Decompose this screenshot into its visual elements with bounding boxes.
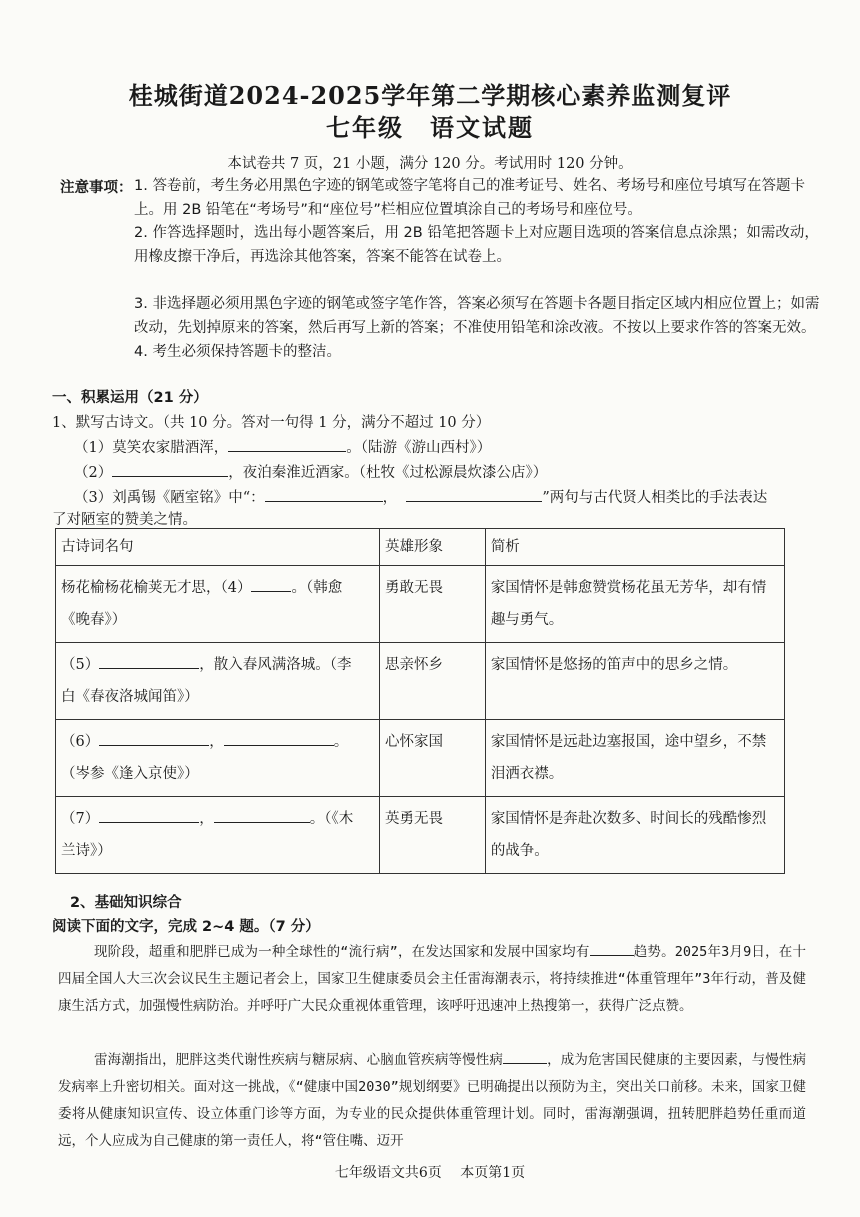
poem-text: ，散入春风满洛城。（李 xyxy=(199,657,352,673)
blank-line-2 xyxy=(74,461,547,482)
poem-source: 《晚春》） xyxy=(61,612,127,628)
notice-item-2: 2. 作答选择题时，选出每小题答案后，用 2B 铅笔把答题卡上对应题目选项的答案信息点涂黑；如需改动，用橡皮擦干净后，再选涂其他答案，答案不能答在试卷上。 xyxy=(134,225,819,265)
hero-cell: 勇敢无畏 xyxy=(380,566,486,643)
poem-table xyxy=(55,528,785,874)
notice-label: 注意事项： xyxy=(60,180,133,196)
table-row xyxy=(56,643,785,720)
poem-source: （岑参《逢入京使》） xyxy=(61,766,199,782)
poem-text: 。 xyxy=(333,734,349,750)
poem-text: 。（《木 xyxy=(309,811,354,827)
poem-text: ， xyxy=(209,734,224,750)
blank-line-1 xyxy=(74,436,491,457)
line-3-text-c: ”两句与古代贤人相类比的手法表达 xyxy=(542,490,768,506)
answer-blank-3a[interactable] xyxy=(265,487,383,502)
line-3-continuation: 了对陋室的赞美之情。 xyxy=(52,512,197,528)
line-1-text-a: （1）莫笑农家腊酒浑， xyxy=(74,440,229,456)
exam-meta: 本试卷共 7 页，21 小题，满分 120 分。考试用时 120 分钟。 xyxy=(227,156,633,172)
answer-blank-7a[interactable] xyxy=(99,808,199,823)
table-row xyxy=(56,720,785,797)
answer-blank-2[interactable] xyxy=(112,462,228,477)
hero-cell: 心怀家国 xyxy=(380,720,486,797)
poem-source: 兰诗》） xyxy=(61,843,112,859)
passage-paragraph-2 xyxy=(58,1047,806,1155)
analysis-cell: 家国情怀是悠扬的笛声中的思乡之情。 xyxy=(485,643,784,720)
line-1-text-b: 。（陆游《游山西村》） xyxy=(346,440,492,456)
table-header-cell: 简析 xyxy=(485,529,784,566)
poem-line-cell xyxy=(56,643,380,720)
answer-blank-1[interactable] xyxy=(228,437,346,452)
poem-line-cell xyxy=(56,797,380,874)
notice-item-4: 4. 考生必须保持答题卡的整洁。 xyxy=(134,344,341,360)
analysis-cell: 家国情怀是远赴边塞报国，途中望乡，不禁泪洒衣襟。 xyxy=(485,720,784,797)
section-2-title: 2、基础知识综合 xyxy=(70,895,182,911)
table-row xyxy=(56,566,785,643)
blank-line-3 xyxy=(74,486,767,507)
table-row xyxy=(56,797,785,874)
answer-blank-6b[interactable] xyxy=(224,731,334,746)
line-2-text-b: ，夜泊秦淮近酒家。（杜牧《过松源晨炊漆公店》） xyxy=(228,465,548,481)
passage-text: 趋势。2025年3月9日，在十四届全国人大三次会议民生主题记者会上，国家卫生健康委员会主任雷海潮表示，将持续推进“体重管理年”3年行动，普及健康生活方式，加强慢性病防治。并呼吁广大民众重视体重管理，该呼吁迅速冲上热搜第一，获得广泛点赞。 xyxy=(58,944,806,1014)
poem-line-cell xyxy=(56,720,380,797)
poem-text: 杨花榆杨花榆荚无才思，（4） xyxy=(61,580,252,596)
answer-blank-p1[interactable] xyxy=(590,941,634,956)
exam-subtitle: 七年级 语文试题 xyxy=(326,113,534,142)
table-header-cell: 英雄形象 xyxy=(380,529,486,566)
question-1-prompt: 1、默写古诗文。（共 10 分。答对一句得 1 分，满分不超过 10 分） xyxy=(52,415,491,431)
answer-blank-3b[interactable] xyxy=(406,487,542,502)
answer-blank-6a[interactable] xyxy=(99,731,209,746)
passage-paragraph-1 xyxy=(58,939,806,1020)
line-3-text-b: ， xyxy=(382,490,398,506)
analysis-cell: 家国情怀是奔赴次数多、时间长的残酷惨烈的战争。 xyxy=(485,797,784,874)
notice-item-3: 3. 非选择题必须用黑色字迹的钢笔或签字笔作答，答案必须写在答题卡各题目指定区域内相应位置上；如需改动，先划掉原来的答案，然后再写上新的答案；不准使用铅笔和涂改液。不按以上要求作答的答案无效。 xyxy=(134,296,820,336)
poem-line-cell xyxy=(56,566,380,643)
passage-text: 现阶段，超重和肥胖已成为一种全球性的“流行病”，在发达国家和发展中国家均有 xyxy=(94,944,590,960)
poem-text: 。（韩愈 xyxy=(291,580,343,596)
passage-text: 雷海潮指出，肥胖这类代谢性疾病与糖尿病、心脑血管疾病等慢性病 xyxy=(94,1052,503,1068)
poem-text: ， xyxy=(199,811,214,827)
line-3-text-a: （3）刘禹锡《陋室铭》中“： xyxy=(74,490,265,506)
poem-text: （5） xyxy=(61,657,100,673)
page-footer: 七年级语文共6页 本页第1页 xyxy=(334,1165,526,1181)
section-2-instruction: 阅读下面的文字，完成 2~4 题。（7 分） xyxy=(52,919,320,935)
poem-text: （6） xyxy=(61,734,100,750)
exam-title: 桂城街道2024-2025学年第二学期核心素养监测复评 xyxy=(128,81,732,110)
answer-blank-5[interactable] xyxy=(99,654,199,669)
poem-source: 白《春夜洛城闻笛》） xyxy=(61,689,199,705)
answer-blank-7b[interactable] xyxy=(214,808,310,823)
hero-cell: 英勇无畏 xyxy=(380,797,486,874)
table-header-row xyxy=(56,529,785,566)
line-2-text-a: （2） xyxy=(74,465,113,481)
answer-blank-p2[interactable] xyxy=(503,1049,547,1064)
passage-text: ，成为危害国民健康的主要因素，与慢性病发病率上升密切相关。面对这一挑战，《“健康中国2030”规划纲要》已明确提出以预防为主，突出关口前移。未来，国家卫健委将从健康知识宣传、设立体重门诊等方面，为专业的民众提供体重管理计划。同时，雷海潮强调，扭转肥胖趋势任重而道远，个人应成为自己健康的第一责任人，将“管住嘴、迈开 xyxy=(58,1052,807,1149)
poem-text: （7） xyxy=(61,811,100,827)
table-header-cell: 古诗词名句 xyxy=(56,529,380,566)
section-1-title: 一、积累运用（21 分） xyxy=(52,390,208,406)
analysis-cell: 家国情怀是韩愈赞赏杨花虽无芳华，却有情趣与勇气。 xyxy=(485,566,784,643)
notice-item-1: 1. 答卷前，考生务必用黑色字迹的钢笔或签字笔将自己的准考证号、姓名、考场号和座位号填写在答题卡上。用 2B 铅笔在“考场号”和“座位号”栏相应位置填涂自己的考场号和座位号。 xyxy=(134,178,805,218)
answer-blank-4[interactable] xyxy=(251,577,291,592)
hero-cell: 思亲怀乡 xyxy=(380,643,486,720)
